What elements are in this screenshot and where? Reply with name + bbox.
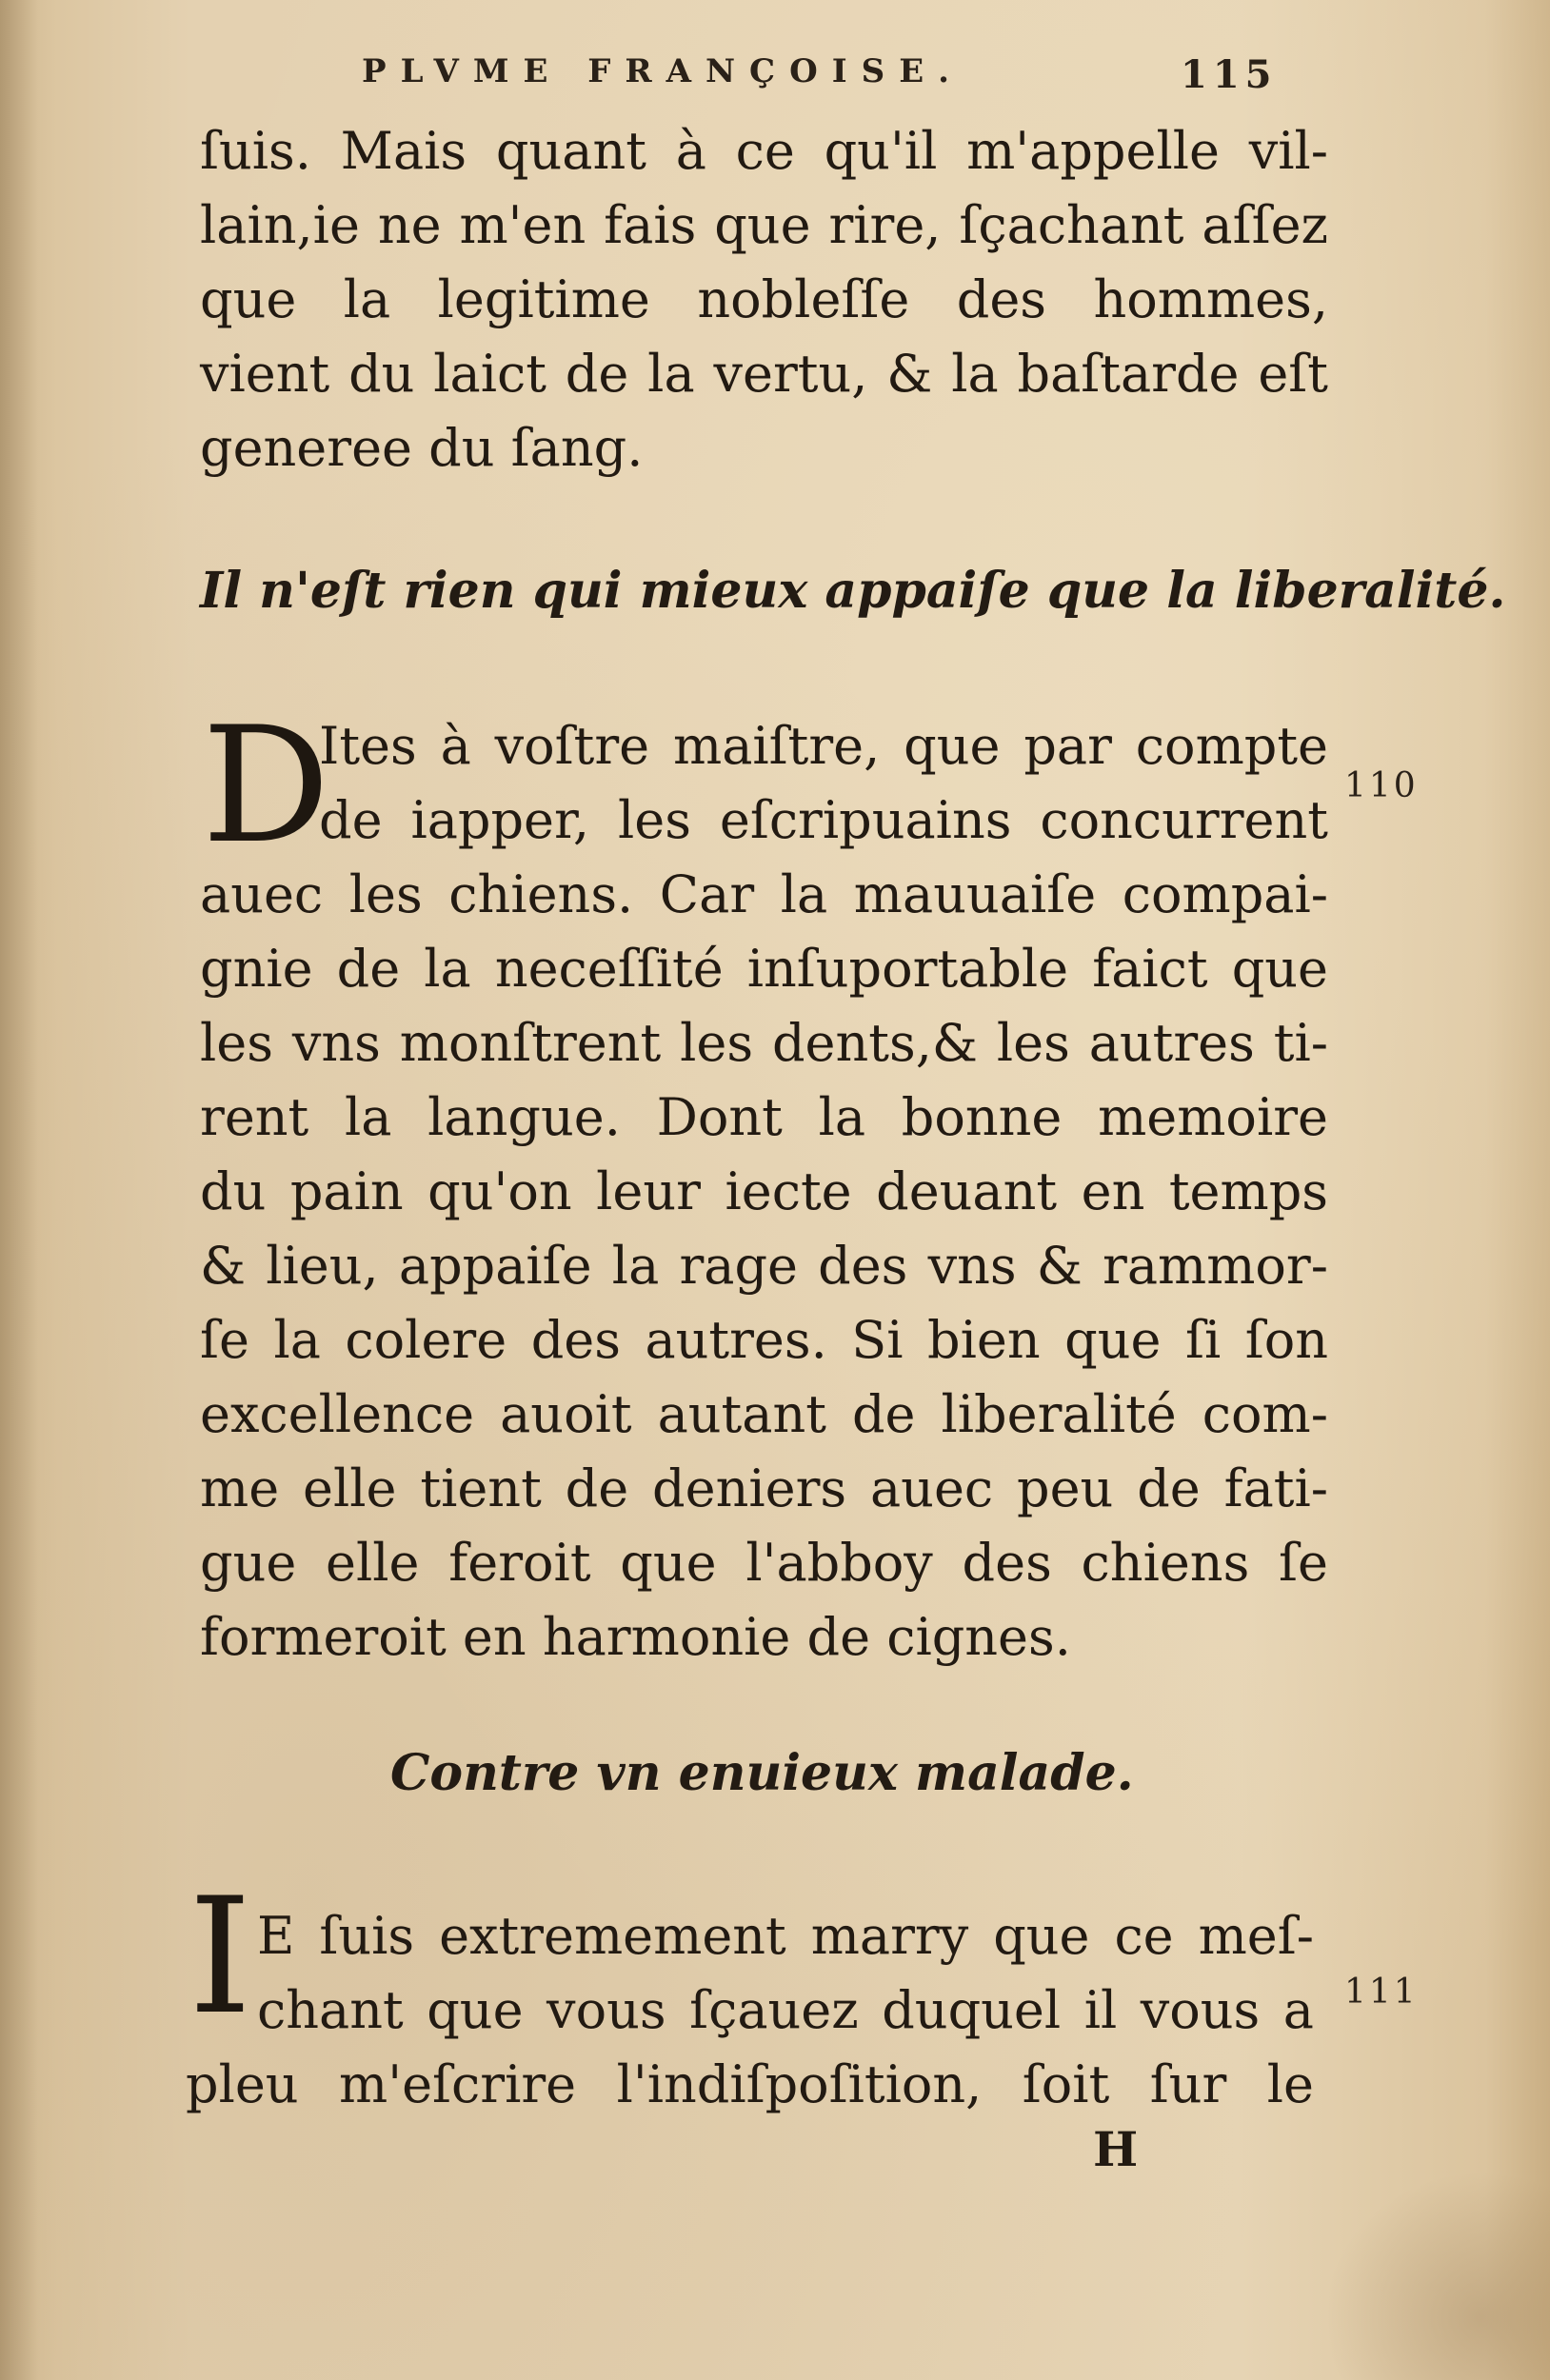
text-line: E ſuis extremement marry que ce meſ- <box>257 1906 1314 1966</box>
paragraph-letter-111-opening <box>257 1899 1314 2048</box>
text-line: lain,ie ne m'en fais que rire, ſçachant aſſez <box>200 195 1328 255</box>
text-line: vient du laict de la vertu, & la baſtarde eſt <box>200 344 1328 404</box>
text-line: rent la langue. Dont la bonne memoire <box>200 1087 1328 1147</box>
margin-letter-number: 110 <box>1344 766 1419 805</box>
text-line: ſuis. Mais quant à ce qu'il m'appelle vil- <box>200 121 1328 181</box>
page-number: 115 <box>1181 52 1278 97</box>
text-line: que la legitime nobleſſe des hommes, <box>200 269 1328 329</box>
text-line: les vns monſtrent les dents,& les autres ti- <box>200 1013 1328 1073</box>
text-line: Ites à voſtre maiſtre, que par compte <box>319 716 1328 776</box>
drop-cap-I: I <box>189 1863 252 2050</box>
drop-cap-D: D <box>202 692 330 879</box>
signature-mark: H <box>1093 2121 1139 2177</box>
text-line: excellence auoit autant de liberalité com- <box>200 1384 1328 1444</box>
text-line: & lieu, appaiſe la rage des vns & rammor- <box>200 1236 1328 1296</box>
page-edge-shadow <box>0 0 38 2380</box>
text-line: gue elle feroit que l'abboy des chiens ſe <box>200 1533 1328 1593</box>
text-line: me elle tient de deniers auec peu de fati- <box>200 1458 1328 1518</box>
text-line: pleu m'eſcrire l'indiſpoſition, ſoit ſur le <box>186 2054 1314 2114</box>
text-line: ſe la colere des autres. Si bien que ſi ſon <box>200 1310 1328 1370</box>
section-heading-liberalite: Il n'eſt rien qui mieux appaiſe que la liberalité. <box>200 562 1506 620</box>
paper-stain <box>1323 2171 1550 2380</box>
paragraph-letter-110-opening <box>319 709 1328 858</box>
running-title: PLVME FRANÇOISE. <box>362 52 964 90</box>
section-heading-enuieux: Contre vn enuieux malade. <box>390 1744 1134 1802</box>
text-line: chant que vous ſçauez duquel il vous a <box>257 1980 1314 2040</box>
text-line: generee du ſang. <box>200 418 644 478</box>
text-line: de iapper, les eſcripuains concurrent <box>319 790 1328 850</box>
text-line: formeroit en harmonie de cignes. <box>200 1607 1071 1667</box>
paragraph-1 <box>200 114 1328 486</box>
text-line: gnie de la neceſſité inſuportable faict que <box>200 939 1328 999</box>
text-line: auec les chiens. Car la mauuaiſe compai- <box>200 864 1328 924</box>
running-head <box>362 52 1323 109</box>
text-line: du pain qu'on leur iecte deuant en temps <box>200 1161 1328 1221</box>
paragraph-letter-111-body <box>186 2048 1314 2122</box>
paragraph-letter-110-body <box>200 858 1328 1675</box>
margin-letter-number: 111 <box>1344 1973 1419 2012</box>
